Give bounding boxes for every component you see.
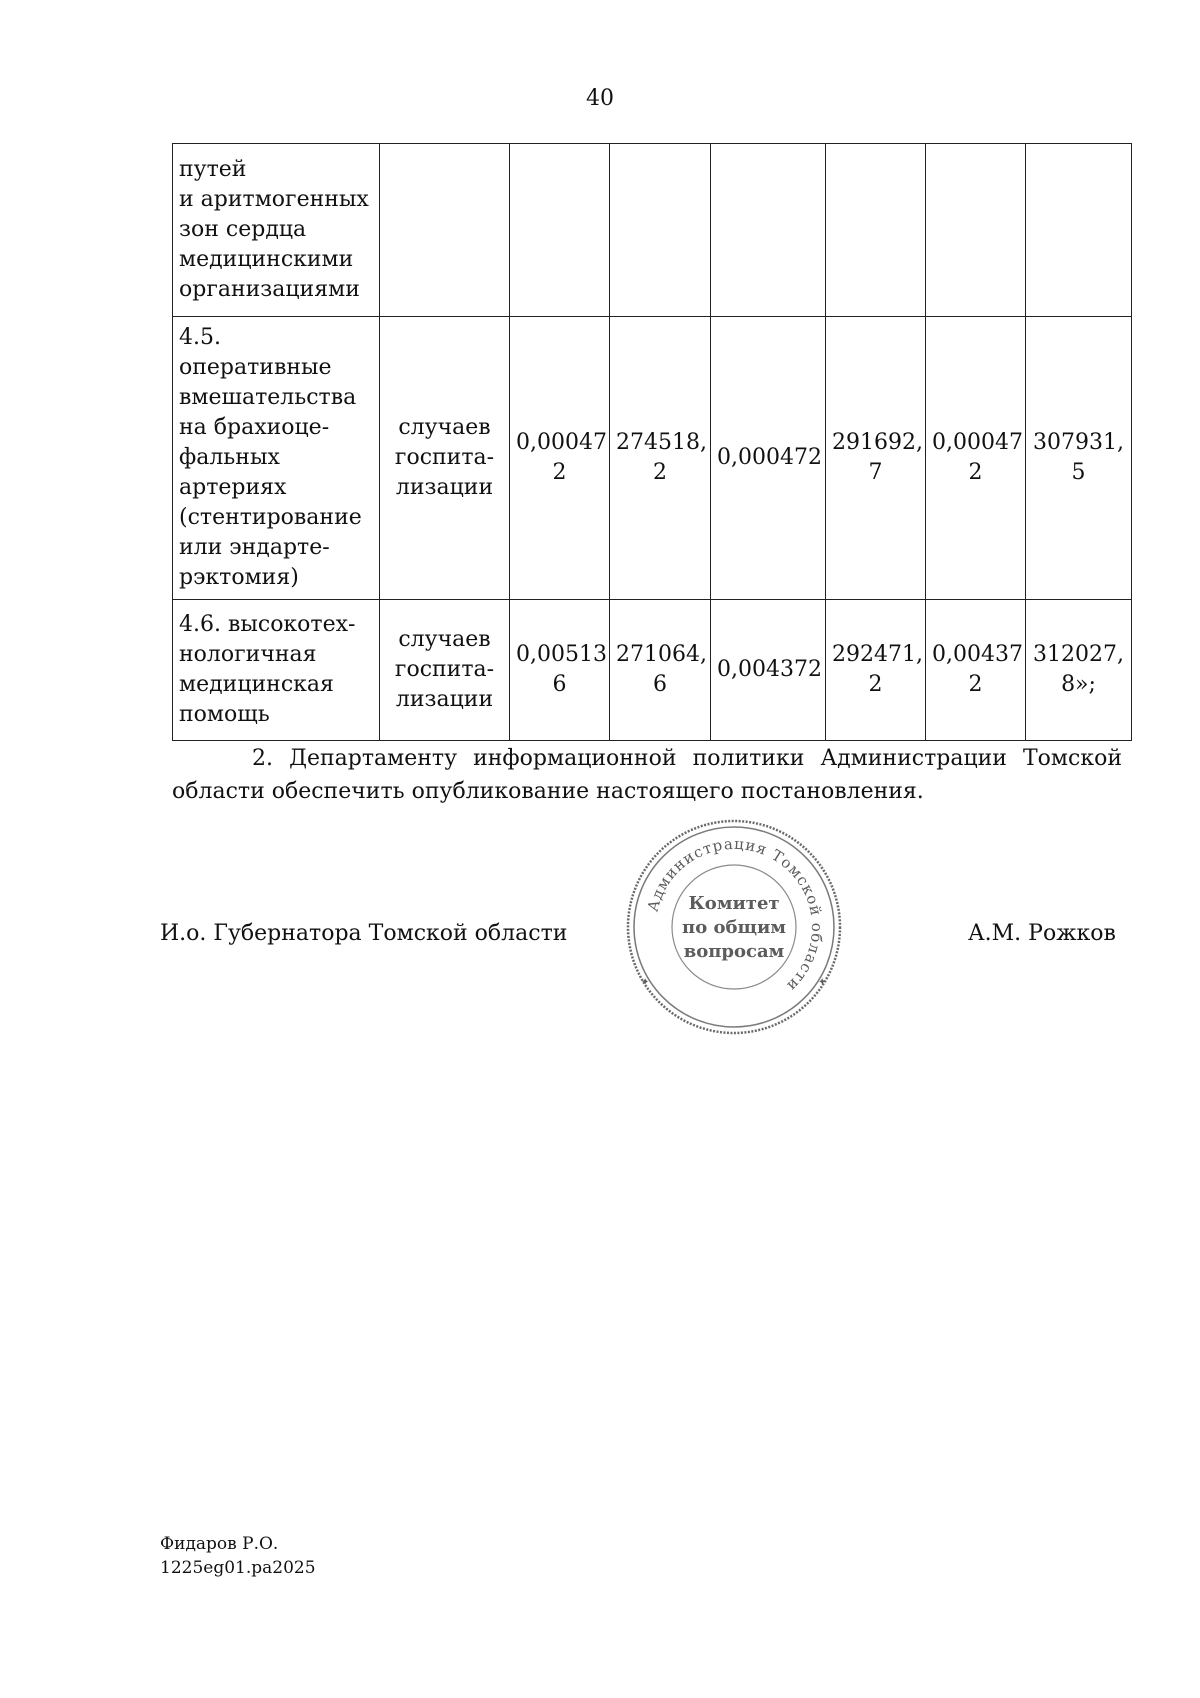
value-cell: 0,000472 xyxy=(711,317,826,600)
row-name-cell: 4.6. высокотех- нологичная медицинская помощь xyxy=(173,600,380,741)
value-cell: 307931, 5 xyxy=(1026,317,1132,600)
table-row xyxy=(173,144,1132,317)
seal-center-line: по общим xyxy=(682,917,786,938)
value-cell: 0,00513 6 xyxy=(510,600,610,741)
seal-star-icon: ✦ xyxy=(641,977,650,988)
value-cell: 271064, 6 xyxy=(610,600,711,741)
data-table xyxy=(172,143,1132,741)
value-cell: 0,00047 2 xyxy=(926,317,1026,600)
value-cell: 0,00047 2 xyxy=(510,317,610,600)
value-cell: 312027, 8»; xyxy=(1026,600,1132,741)
publication-paragraph: 2. Департаменту информационной политики Администрации Томской области обеспечить опубликование настоящего постановления. xyxy=(172,746,1122,804)
page-number: 40 xyxy=(586,86,614,111)
seal-center-line: Комитет xyxy=(688,893,780,914)
value-cell: 0,004372 xyxy=(711,600,826,741)
row-unit-cell xyxy=(380,144,510,317)
value-cell xyxy=(711,144,826,317)
value-cell: 274518, 2 xyxy=(610,317,711,600)
value-cell xyxy=(610,144,711,317)
row-unit-cell: случаев госпита- лизации xyxy=(380,317,510,600)
value-cell xyxy=(510,144,610,317)
value-cell xyxy=(926,144,1026,317)
seal-star-icon: ✦ xyxy=(818,977,827,988)
official-seal xyxy=(624,817,844,1037)
signatory-name: А.М. Рожков xyxy=(968,921,1116,946)
signatory-position: И.о. Губернатора Томской области xyxy=(160,921,568,946)
row-name-cell: 4.5. оперативные вмешательства на брахиоце- фальных артериях (стентирование или эндарте- рэктомия) xyxy=(173,317,380,600)
seal-center-line: вопросам xyxy=(683,941,785,962)
row-unit-cell: случаев госпита- лизации xyxy=(380,600,510,741)
value-cell: 292471, 2 xyxy=(826,600,926,741)
value-cell xyxy=(826,144,926,317)
value-cell: 291692, 7 xyxy=(826,317,926,600)
row-name-cell: путей и аритмогенных зон сердца медицинскими организациями xyxy=(173,144,380,317)
seal-ring-text: Администрация Томской области xyxy=(643,834,827,996)
value-cell xyxy=(1026,144,1132,317)
table-row xyxy=(173,317,1132,600)
footer-author: Фидаров Р.О. xyxy=(160,1534,279,1554)
table-row xyxy=(173,600,1132,741)
footer xyxy=(160,1532,316,1580)
footer-doc-code: 1225eg01.pa2025 xyxy=(160,1558,316,1578)
value-cell: 0,00437 2 xyxy=(926,600,1026,741)
